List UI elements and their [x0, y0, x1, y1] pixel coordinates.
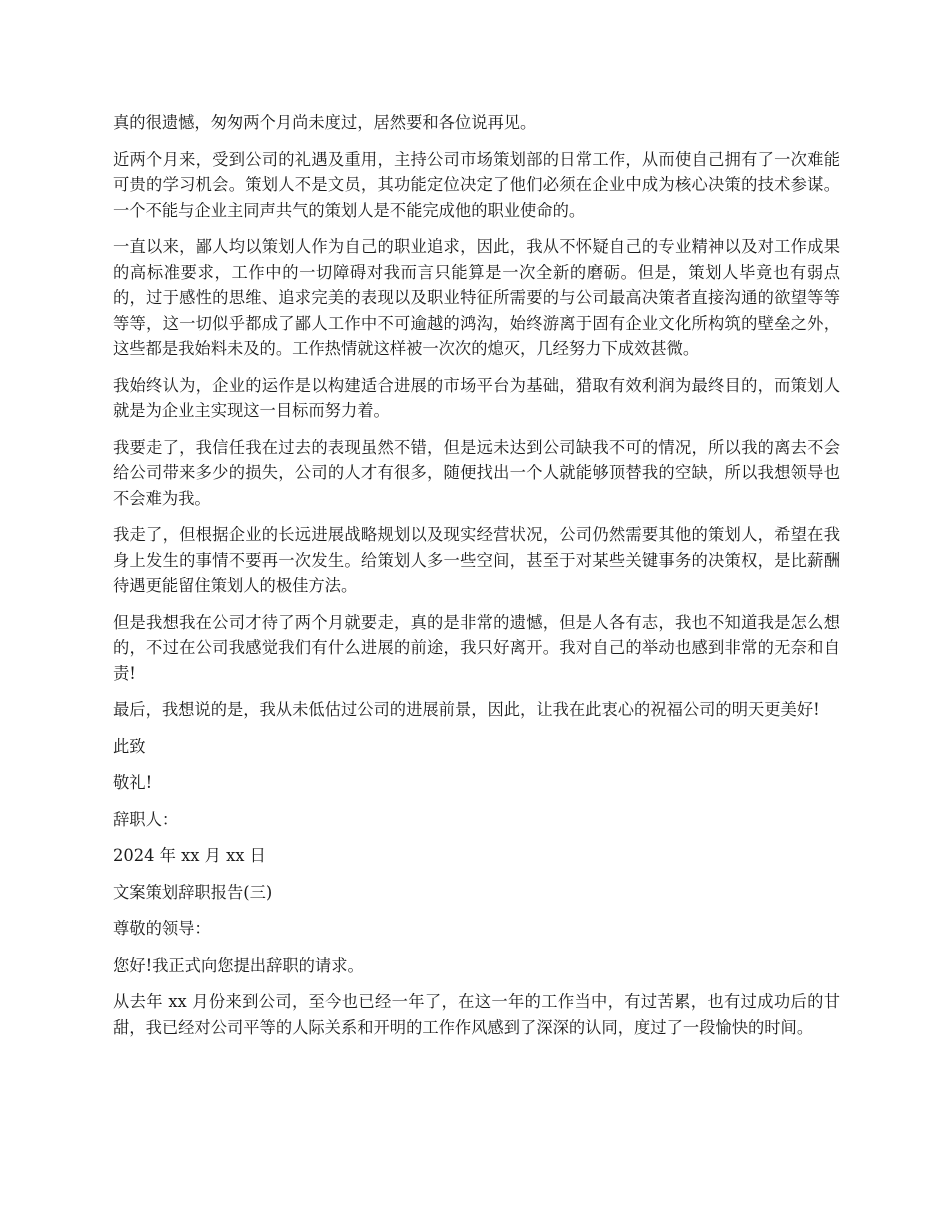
document-body	[113, 110, 840, 1051]
paragraph-leaving-reason: 我要走了，我信任我在过去的表现虽然不错，但是远未达到公司缺我不可的情况，所以我的离去不会给公司带来多少的损失，公司的人才有很多，随便找出一个人就能够顶替我的空缺，所以我想领导也不会难为我。	[113, 437, 840, 508]
paragraph-year-review: 从去年 xx 月份来到公司，至今也已经一年了，在这一年的工作当中，有过苦累，也有过成功后的甘甜，我已经对公司平等的人际关系和开明的工作作风感到了深深的认同，度过了一段愉快的时间。	[113, 992, 840, 1037]
paragraph-closing-wishes: 最后，我想说的是，我从未低估过公司的进展前景，因此，让我在此衷心的祝福公司的明天更美好!	[113, 700, 820, 719]
paragraph-regret: 但是我想我在公司才待了两个月就要走，真的是非常的遗憾，但是人各有志，我也不知道我是怎么想的，不过在公司我感觉我们有什么进展的前途，我只好离开。我对自己的举动也感到非常的无奈和自责!	[113, 612, 840, 683]
paragraph-suggestion: 我走了，但根据企业的长远进展战略规划以及现实经营状况，公司仍然需要其他的策划人，希望在我身上发生的事情不要再一次发生。给策划人多一些空间，甚至于对某些关键事务的决策权，是比薪酬待遇更能留住策划人的极佳方法。	[113, 525, 840, 595]
section-title: 文案策划辞职报告(三)	[113, 882, 273, 902]
paragraph-enterprise-view: 我始终认为，企业的运作是以构建适合进展的市场平台为基础，猎取有效利润为最终目的，而策划人就是为企业主实现这一目标而努力着。	[113, 375, 840, 420]
paragraph-role-description: 近两个月来，受到公司的礼遇及重用，主持公司市场策划部的日常工作，从而使自己拥有了一次难能可贵的学习机会。策划人不是文员，其功能定位决定了他们必须在企业中成为核心决策的技术参谋。一个不能与企业主同声共气的策划人是不能完成他的职业使命的。	[113, 149, 840, 220]
salutation-jingli: 敬礼!	[113, 773, 153, 792]
paragraph-farewell-opening: 真的很遗憾，匆匆两个月尚未度过，居然要和各位说再见。	[113, 113, 537, 132]
paragraph-resignation-request: 您好!我正式向您提出辞职的请求。	[113, 955, 364, 975]
signature-label: 辞职人：	[113, 809, 179, 829]
greeting: 尊敬的领导：	[113, 919, 211, 938]
salutation-cizhi: 此致	[113, 736, 146, 756]
date-line: 2024 年 xx 月 xx 日	[113, 846, 266, 865]
paragraph-career-pursuit: 一直以来，鄙人均以策划人作为自己的职业追求，因此，我从不怀疑自己的专业精神以及对工作成果的高标准要求，工作中的一切障碍对我而言只能算是一次全新的磨砺。但是，策划人毕竟也有弱点的，过于感性的思维、追求完美的表现以及职业特征所需要的与公司最高决策者直接沟通的欲望等等等等，这一切似乎都成了鄙人工作中不可逾越的鸿沟，始终游离于固有企业文化所构筑的壁垒之外，这些都是我始料未及的。工作热情就这样被一次次的熄灭，几经努力下成效甚微。	[113, 237, 840, 358]
